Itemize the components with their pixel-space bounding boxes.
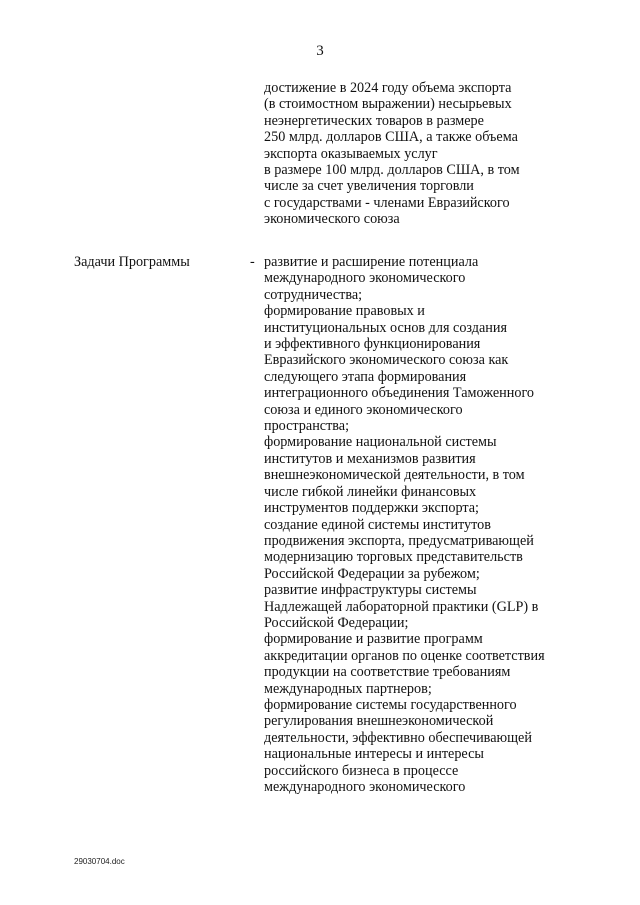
tasks-label: Задачи Программы [74, 254, 190, 270]
text-line: союза и единого экономического [264, 401, 463, 418]
text-line: числе гибкой линейки финансовых [264, 483, 477, 500]
text-line: интеграционного объединения Таможенного [264, 385, 534, 402]
text-line: 250 млрд. долларов США, а также объема [264, 129, 518, 146]
text-line: продвижения экспорта, предусматривающей [264, 532, 534, 549]
text-line: инструментов поддержки экспорта; [264, 500, 479, 517]
text-line: достижение в 2024 году объема экспорта [264, 80, 512, 96]
text-line: Евразийского экономического союза как [264, 352, 509, 369]
text-line: экспорта оказываемых услуг [264, 145, 438, 162]
text-line: международных партнеров; [264, 680, 432, 697]
text-line: институциональных основ для создания [264, 319, 508, 336]
text-line: сотрудничества; [264, 286, 363, 303]
goal-continuation-text [264, 80, 594, 228]
text-line: с государствами - членами Евразийского [264, 194, 510, 211]
text-line: создание единой системы институтов [264, 516, 491, 533]
text-line: национальные интересы и интересы [264, 746, 484, 763]
text-line: модернизацию торговых представительств [264, 549, 523, 566]
text-line: международного экономического [264, 270, 466, 287]
text-line: регулирования внешнеэкономической [264, 713, 494, 730]
text-line: в размере 100 млрд. долларов США, в том [264, 162, 520, 179]
text-line: и эффективного функционирования [264, 336, 481, 353]
text-line: формирование правовых и [264, 303, 425, 320]
text-line: неэнергетических товаров в размере [264, 112, 484, 129]
page-number: 3 [316, 43, 324, 59]
text-line: следующего этапа формирования [264, 368, 467, 385]
text-line: внешнеэкономической деятельности, в том [264, 467, 525, 484]
text-line: аккредитации органов по оценке соответствия [264, 647, 545, 664]
tasks-text [264, 254, 594, 795]
text-line: экономического союза [264, 211, 400, 228]
text-line: институтов и механизмов развития [264, 450, 476, 467]
text-line: развитие инфраструктуры системы [264, 582, 477, 599]
text-line: формирование системы государственного [264, 696, 517, 713]
text-line: пространства; [264, 418, 350, 435]
text-line: продукции на соответствие требованиям [264, 664, 511, 681]
text-line: формирование и развитие программ [264, 631, 483, 648]
footer-filename: 29030704.doc [74, 857, 125, 866]
text-line: числе за счет увеличения торговли [264, 178, 474, 195]
tasks-dash: - [250, 254, 255, 270]
text-line: российского бизнеса в процессе [264, 762, 459, 779]
text-line: международного экономического [264, 779, 466, 795]
text-line: Российской Федерации за рубежом; [264, 565, 480, 582]
text-line: Надлежащей лабораторной практики (GLP) в [264, 598, 539, 615]
text-line: деятельности, эффективно обеспечивающей [264, 729, 532, 746]
text-line: развитие и расширение потенциала [264, 254, 479, 270]
text-line: (в стоимостном выражении) несырьевых [264, 96, 512, 113]
text-line: Российской Федерации; [264, 614, 409, 631]
text-line: формирование национальной системы [264, 434, 497, 451]
